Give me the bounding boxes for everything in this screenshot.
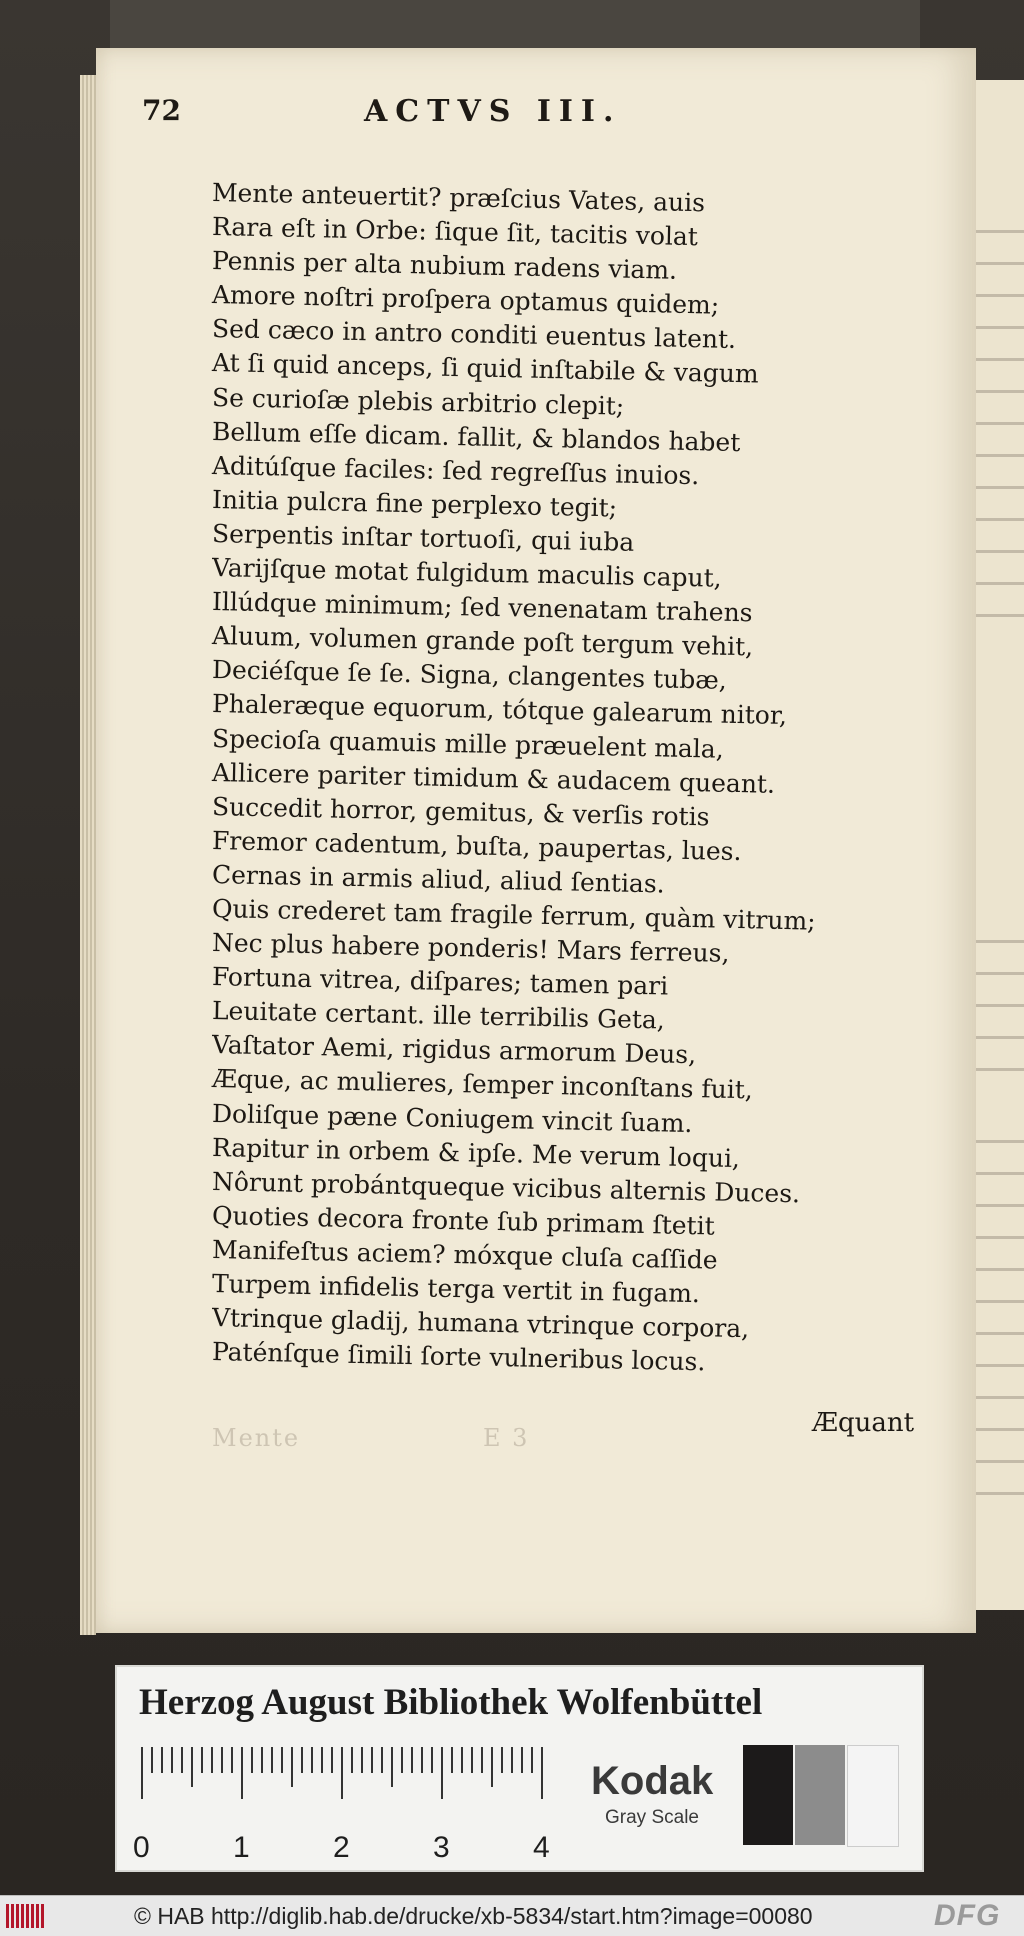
ruler-number: 3 xyxy=(433,1831,450,1864)
ruler-number: 2 xyxy=(333,1831,350,1864)
ruler-tick xyxy=(221,1747,223,1773)
verse-line: Cernas in armis aliud, aliud ſentias. xyxy=(211,859,665,899)
page-edge-stack xyxy=(80,75,96,1635)
ruler-tick xyxy=(391,1747,393,1787)
ruler-tick xyxy=(161,1747,163,1773)
verse-line: Aditúſque faciles: ſed regreſſus inuios. xyxy=(211,450,700,490)
catchword: Æquant xyxy=(812,1408,915,1438)
ruler-tick xyxy=(361,1747,363,1773)
ruler-tick xyxy=(151,1747,153,1773)
verse-line: Sed cæco in antro conditi euentus latent. xyxy=(211,314,737,355)
verse-line: Vaſtator Aemi, rigidus armorum Deus, xyxy=(211,1030,697,1070)
verse-line: Specioſa quamuis mille præuelent mala, xyxy=(211,723,724,764)
ruler-tick xyxy=(191,1747,193,1787)
ruler-tick xyxy=(431,1747,433,1773)
ruler-tick xyxy=(451,1747,453,1773)
verse-line: Vtrinque gladij, humana vtrinque corpora, xyxy=(211,1303,750,1344)
ruler-tick xyxy=(171,1747,173,1773)
verse-line: Bellum eſſe dicam. fallit, & blandos habet xyxy=(211,416,741,457)
ruler-tick xyxy=(411,1747,413,1773)
ruler-tick xyxy=(261,1747,263,1773)
verse-line: Initia pulcra fine perplexo tegit; xyxy=(211,484,618,523)
verse-line: Mente anteuertit? præſcius Vates, auis xyxy=(211,178,706,218)
ruler-tick xyxy=(291,1747,293,1787)
running-head: ACTVS III. xyxy=(364,94,622,129)
verse-line: Nôrunt probántqueque vicibus alternis Duces. xyxy=(211,1166,801,1209)
verse-line: At ſi quid anceps, ſi quid inſtabile & vagum xyxy=(211,348,759,389)
kodak-logo: Kodak xyxy=(591,1759,714,1803)
ruler-tick xyxy=(301,1747,303,1773)
verse-line: Æque, ac mulieres, ſemper inconſtans fuit, xyxy=(211,1064,754,1105)
ruler-tick xyxy=(461,1747,463,1773)
page-header xyxy=(142,94,742,134)
ruler-tick xyxy=(341,1747,343,1799)
verse-line: Paténſque ſimili ſorte vulneribus locus. xyxy=(211,1337,706,1377)
scale-card xyxy=(115,1665,924,1872)
ruler-tick xyxy=(251,1747,253,1773)
verse-line: Se curioſæ plebis arbitrio clepit; xyxy=(211,382,625,421)
ruler-tick xyxy=(531,1747,533,1773)
ruler-tick xyxy=(311,1747,313,1773)
verse-line: Rara eſt in Orbe: ſique ſit, tacitis volat xyxy=(211,212,699,252)
ruler-tick xyxy=(511,1747,513,1773)
verse-line: Amore noſtri proſpera optamus quidem; xyxy=(211,280,720,320)
hab-barcode-icon xyxy=(6,1904,46,1928)
bleed-through-text: Mente E 3 xyxy=(212,1424,530,1452)
ruler-tick xyxy=(371,1747,373,1773)
ruler-tick xyxy=(491,1747,493,1787)
verse-line: Serpentis inſtar tortuoſi, qui iuba xyxy=(211,518,635,557)
verse-line: Allicere pariter timidum & audacem queant. xyxy=(211,757,776,799)
ruler-number: 4 xyxy=(533,1831,550,1864)
ruler-tick xyxy=(541,1747,543,1799)
ruler-tick xyxy=(271,1747,273,1773)
ruler xyxy=(133,1747,561,1864)
verse-line: Fortuna vitrea, diſpares; tamen pari xyxy=(211,962,669,1001)
footer-bar xyxy=(0,1895,1024,1936)
ruler-tick xyxy=(201,1747,203,1773)
gray-patch-mid xyxy=(795,1745,845,1845)
ruler-tick xyxy=(481,1747,483,1773)
verse-line: Quoties decora fronte ſub primam ſtetit xyxy=(211,1200,715,1241)
verse-line: Quis crederet tam fragile ferrum, quàm vitrum; xyxy=(211,893,816,936)
ruler-tick xyxy=(421,1747,423,1773)
verse-line: Aluum, volumen grande poſt tergum vehit, xyxy=(211,621,754,662)
verse-line: Doliſque pæne Coniugem vincit ſuam. xyxy=(211,1098,693,1138)
institution-name: Herzog August Bibliothek Wolfenbüttel xyxy=(139,1682,763,1723)
ruler-tick xyxy=(181,1747,183,1773)
gray-patch-black xyxy=(743,1745,793,1845)
verse-line: Pennis per alta nubium radens viam. xyxy=(211,246,678,285)
verse-line: Fremor cadentum, buſta, paupertas, lues. xyxy=(211,825,742,866)
verse-line: Illúdque minimum; ſed venenatam trahens xyxy=(211,587,753,628)
page-number: 72 xyxy=(142,94,181,127)
verse-line: Manifeſtus aciem? móxque cluſa caſſide xyxy=(211,1234,718,1275)
ruler-number: 1 xyxy=(233,1831,250,1864)
ruler-tick xyxy=(521,1747,523,1773)
ruler-number: 0 xyxy=(133,1831,150,1864)
gray-patch-white xyxy=(847,1745,899,1847)
verse-line: Nec plus habere ponderis! Mars ferreus, xyxy=(211,928,730,968)
verse-line: Rapitur in orbem & ipſe. Me verum loqui, xyxy=(211,1132,741,1173)
ruler-tick xyxy=(441,1747,443,1799)
verse-line: Leuitate certant. ille terribilis Geta, xyxy=(211,996,666,1035)
ruler-tick xyxy=(141,1747,143,1799)
ruler-tick xyxy=(281,1747,283,1773)
ruler-tick xyxy=(241,1747,243,1799)
ruler-tick xyxy=(211,1747,213,1773)
ruler-tick xyxy=(471,1747,473,1773)
ruler-tick xyxy=(381,1747,383,1773)
verse-line: Varijſque motat fulgidum maculis caput, xyxy=(211,553,722,593)
copyright-link[interactable]: © HAB http://diglib.hab.de/drucke/xb-5834/start.htm?image=00080 xyxy=(134,1903,813,1929)
ruler-tick xyxy=(501,1747,503,1773)
verse-line: Phaleræque equorum, tótque galearum nitor, xyxy=(211,689,788,731)
verse-line: Turpem infidelis terga vertit in fugam. xyxy=(211,1269,701,1309)
ruler-tick xyxy=(351,1747,353,1773)
verse-text xyxy=(211,176,932,1377)
verse-line: Succedit horror, gemitus, & verſis rotis xyxy=(211,791,710,832)
ruler-tick xyxy=(331,1747,333,1773)
ruler-tick xyxy=(401,1747,403,1773)
dfg-logo: DFG xyxy=(934,1899,1001,1932)
ruler-tick xyxy=(231,1747,233,1773)
verse-line: Deciéſque ſe ſe. Signa, clangentes tubæ, xyxy=(211,655,728,696)
ruler-tick xyxy=(321,1747,323,1773)
gray-scale-label: Gray Scale xyxy=(605,1807,699,1828)
